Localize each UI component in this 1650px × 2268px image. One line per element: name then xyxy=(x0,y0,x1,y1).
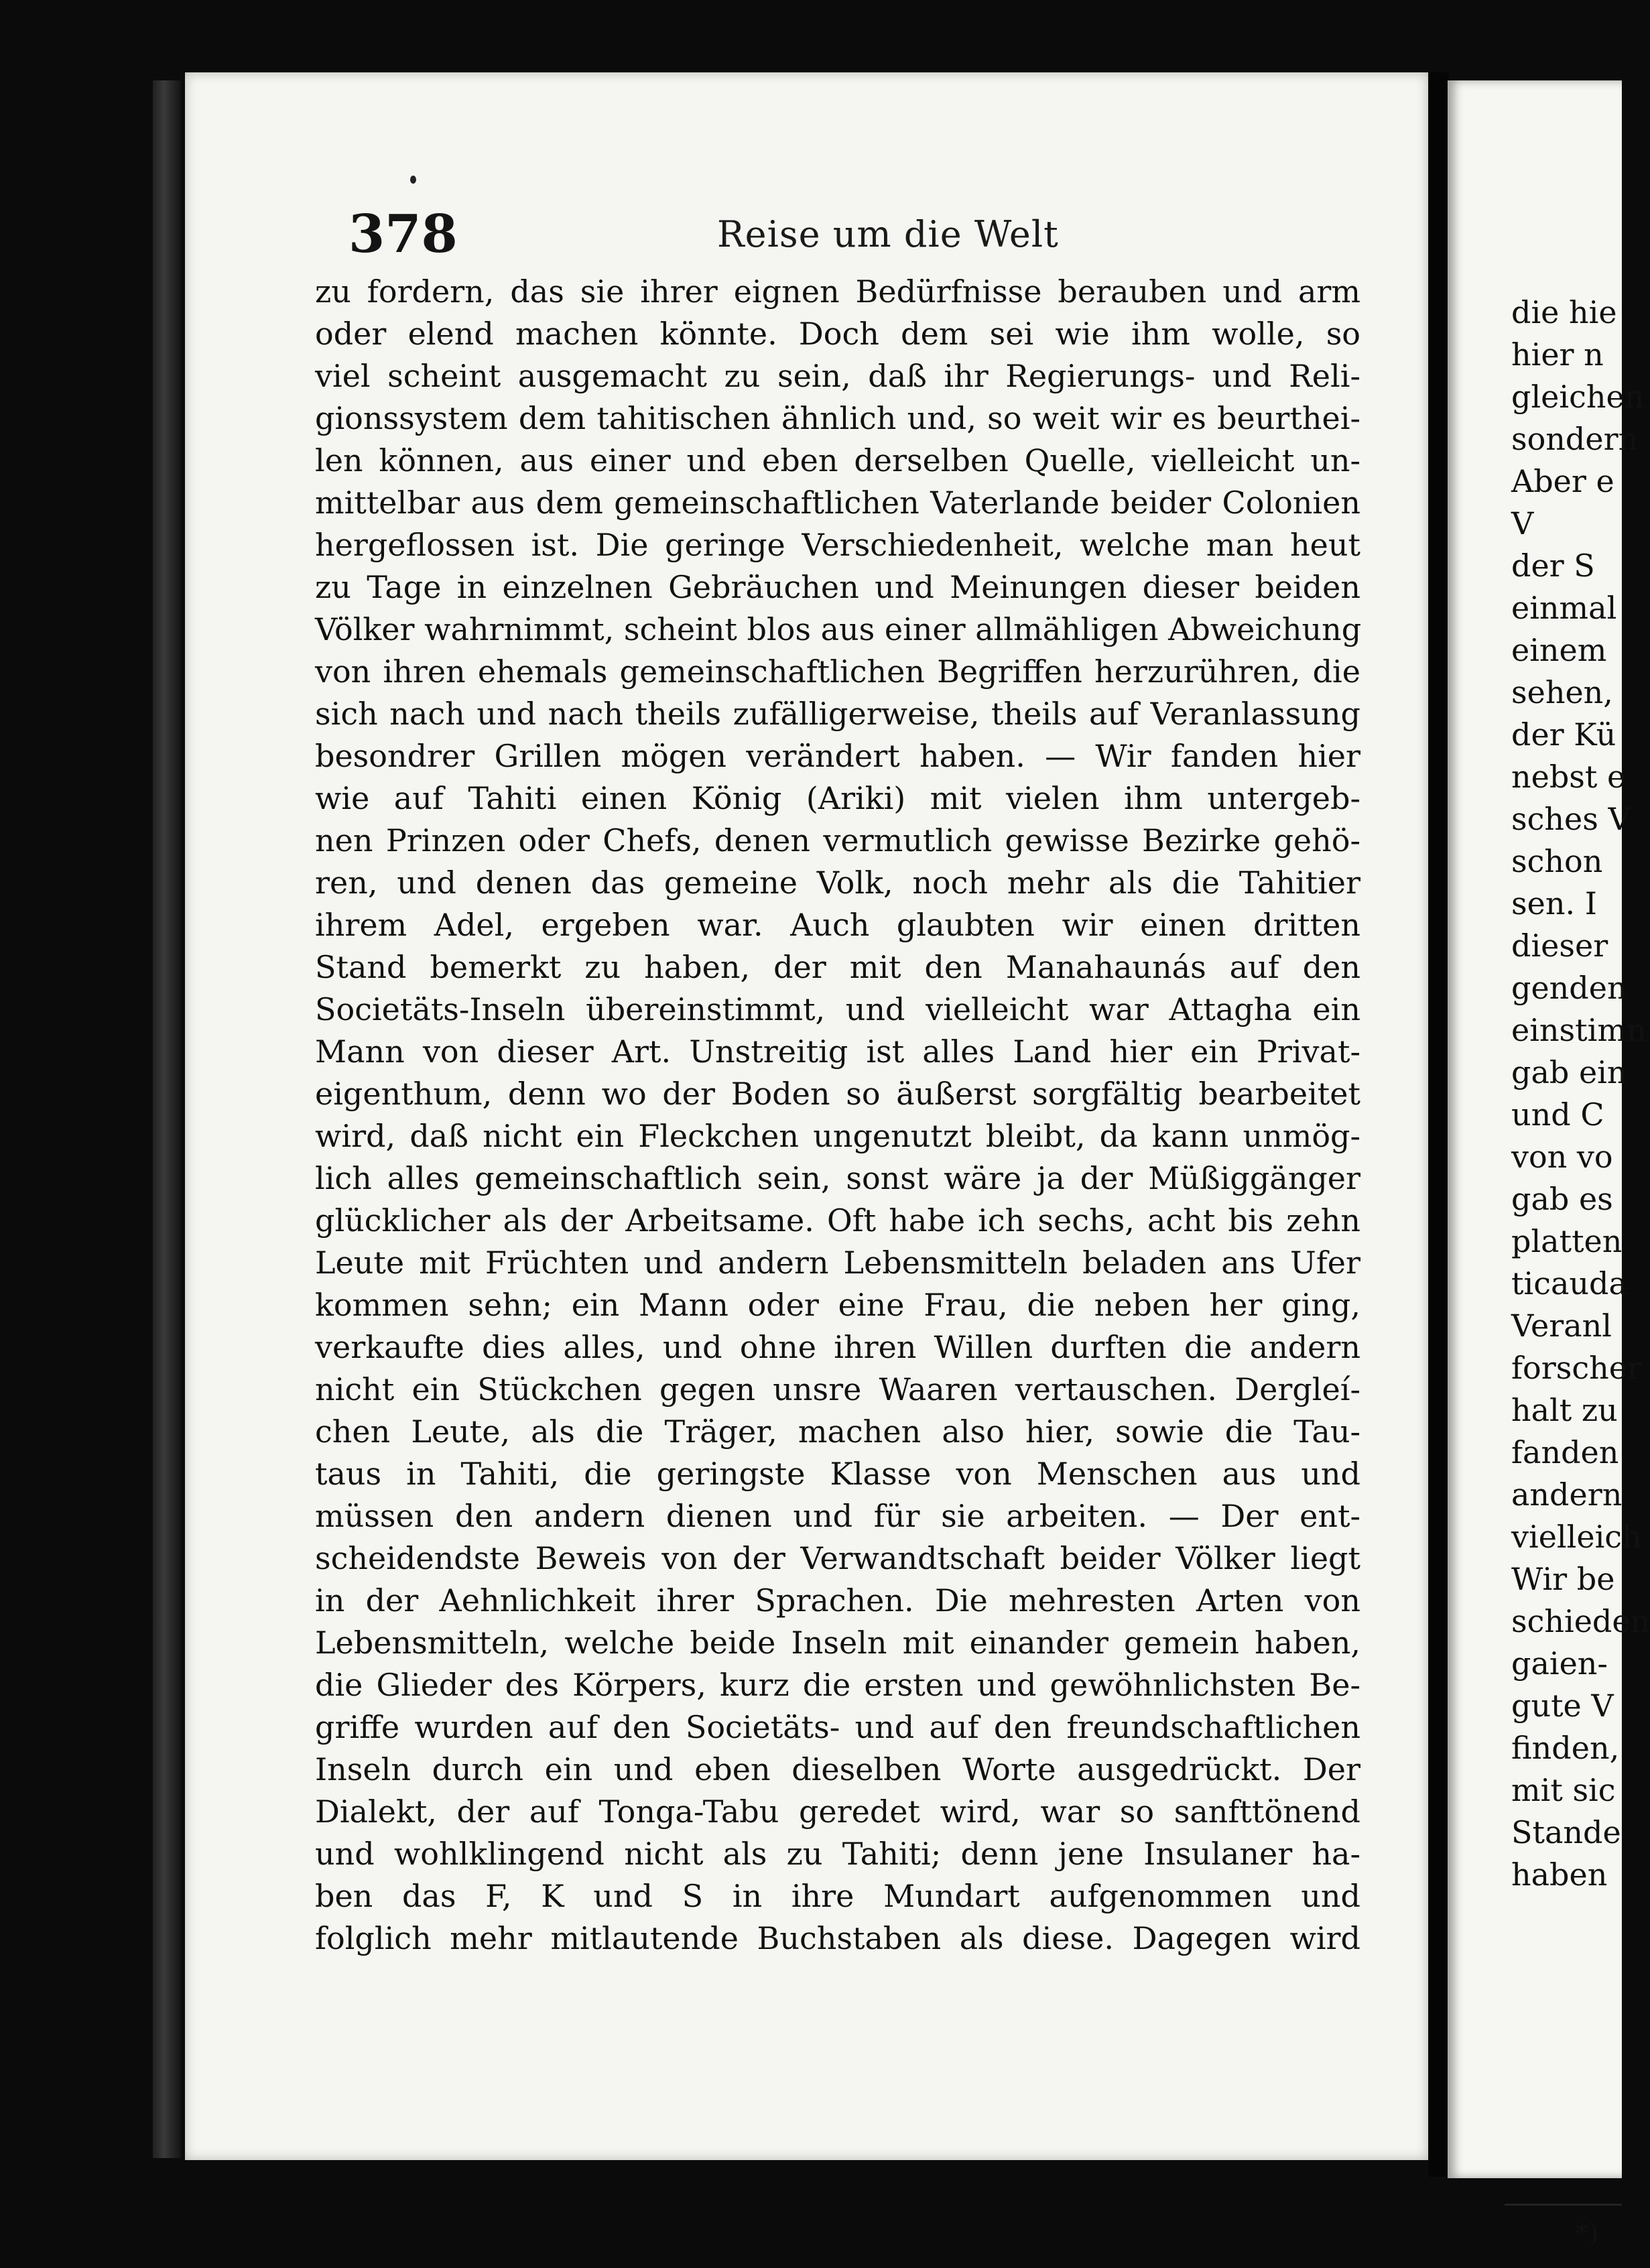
text-line: ben das F, K und S in ihre Mundart aufgenommen und xyxy=(315,1878,1360,1914)
facing-text-line: Stande xyxy=(1511,1814,1621,1850)
page-header xyxy=(348,204,1367,265)
facing-page xyxy=(1448,80,1650,2178)
facing-text-line: sehen, xyxy=(1511,674,1613,710)
facing-text-line: gab ein xyxy=(1511,1054,1627,1090)
facing-text-line: gute V xyxy=(1511,1688,1614,1724)
text-line: Völker wahrnimmt, scheint blos aus einer allmähligen Abweichung xyxy=(315,611,1362,647)
text-line: Dialekt, der auf Tonga-Tabu geredet wird, war so sanfttönend xyxy=(315,1793,1360,1830)
text-line: wird, daß nicht ein Fleckchen ungenutzt bleibt, da kann unmög- xyxy=(315,1118,1360,1154)
facing-text-line: platten xyxy=(1511,1223,1623,1259)
text-line: nen Prinzen oder Chefs, denen vermutlich gewisse Bezirke gehö- xyxy=(315,822,1360,859)
footnote-rule xyxy=(1505,2204,1622,2206)
footnote-mark: *) xyxy=(1575,2218,1599,2249)
facing-text-line: dieser xyxy=(1511,928,1608,964)
body-text xyxy=(315,271,1360,1960)
facing-text-line: vielleich xyxy=(1511,1519,1642,1555)
facing-text-line: von vo xyxy=(1511,1139,1613,1175)
text-line: Inseln durch ein und eben dieselben Worte ausgedrückt. Der xyxy=(315,1751,1360,1787)
facing-text-line: einem xyxy=(1511,632,1607,668)
facing-text-line: sches V xyxy=(1511,801,1631,837)
facing-text-line: schon xyxy=(1511,843,1603,879)
facing-text-line: einmal xyxy=(1511,590,1617,626)
book-spine-shadow xyxy=(153,80,181,2158)
facing-text-line: Wir be xyxy=(1511,1561,1615,1597)
facing-text-line: gleichen xyxy=(1511,379,1645,415)
text-line: die Glieder des Körpers, kurz die ersten und gewöhnlichsten Be- xyxy=(315,1667,1360,1703)
page-gutter xyxy=(1429,72,1449,2177)
facing-text-line: Aber e xyxy=(1511,463,1614,499)
facing-text-line: genden xyxy=(1511,970,1627,1006)
facing-text-line: forscher xyxy=(1511,1350,1642,1386)
facing-text-line: einstimn xyxy=(1511,1012,1647,1048)
text-line: in der Aehnlichkeit ihrer Sprachen. Die mehresten Arten von xyxy=(315,1582,1360,1619)
facing-text-line: sondern xyxy=(1511,421,1639,457)
text-line: scheidendste Beweis von der Verwandtschaft beider Völker liegt xyxy=(315,1540,1360,1576)
facing-page-text xyxy=(1511,292,1650,1896)
text-line: zu fordern, das sie ihrer eignen Bedürfnisse berauben und arm xyxy=(315,273,1360,310)
text-line: lich alles gemeinschaftlich sein, sonst wäre ja der Müßiggänger xyxy=(315,1160,1360,1196)
facing-text-line: gab es xyxy=(1511,1181,1613,1217)
text-line: kommen sehn; ein Mann oder eine Frau, die neben her ging, xyxy=(315,1287,1360,1323)
text-line: oder elend machen könnte. Doch dem sei wie ihm wolle, so xyxy=(315,316,1360,352)
text-line: und wohlklingend nicht als zu Tahiti; denn jene Insulaner ha- xyxy=(315,1836,1360,1872)
running-title: Reise um die Welt xyxy=(717,213,1059,255)
facing-text-line: der S xyxy=(1511,548,1595,584)
text-line: ren, und denen das gemeine Volk, noch mehr als die Tahitier xyxy=(315,865,1360,901)
facing-text-line: nebst e xyxy=(1511,759,1626,795)
facing-text-line: die hie xyxy=(1511,294,1617,330)
text-line: zu Tage in einzelnen Gebräuchen und Meinungen dieser beiden xyxy=(315,569,1360,605)
facing-text-line: halt zu xyxy=(1511,1392,1618,1428)
facing-text-line: Veranl xyxy=(1511,1308,1612,1344)
text-line: ihrem Adel, ergeben war. Auch glaubten wir einen dritten xyxy=(315,907,1360,943)
text-line: taus in Tahiti, die geringste Klasse von Menschen aus und xyxy=(315,1456,1360,1492)
facing-text-line: andern xyxy=(1511,1476,1623,1513)
facing-text-line: hier n xyxy=(1511,336,1604,373)
facing-text-line: sen. I xyxy=(1511,885,1597,922)
page-number: 378 xyxy=(348,204,458,265)
text-line: hergeflossen ist. Die geringe Verschiedenheit, welche man heut xyxy=(315,527,1360,563)
text-line: sich nach und nach theils zufälligerweise, theils auf Veranlassung xyxy=(315,696,1360,732)
text-line: besondrer Grillen mögen verändert haben. — Wir fanden hier xyxy=(315,738,1360,774)
text-line: wie auf Tahiti einen König (Ariki) mit vielen ihm untergeb- xyxy=(315,780,1360,816)
text-line: Lebensmitteln, welche beide Inseln mit einander gemein haben, xyxy=(315,1625,1360,1661)
text-line: mittelbar aus dem gemeinschaftlichen Vaterlande beider Colonien xyxy=(315,485,1360,521)
text-line: Stand bemerkt zu haben, der mit den Manahaunás auf den xyxy=(315,949,1360,985)
text-line: glücklicher als der Arbeitsame. Oft habe ich sechs, acht bis zehn xyxy=(315,1202,1360,1239)
facing-text-line: schieden xyxy=(1511,1603,1650,1639)
text-line: müssen den andern dienen und für sie arbeiten. — Der ent- xyxy=(315,1498,1360,1534)
text-line: chen Leute, als die Träger, machen also hier, sowie die Tau- xyxy=(315,1413,1360,1450)
text-line: Mann von dieser Art. Unstreitig ist alles Land hier ein Privat- xyxy=(315,1033,1360,1070)
text-line: eigenthum, denn wo der Boden so äußerst sorgfältig bearbeitet xyxy=(315,1076,1360,1112)
text-line: von ihren ehemals gemeinschaftlichen Begriffen herzurühren, die xyxy=(315,653,1360,690)
text-line: verkaufte dies alles, und ohne ihren Willen durften die andern xyxy=(315,1329,1360,1365)
facing-text-line: V xyxy=(1511,505,1534,542)
text-line: viel scheint ausgemacht zu sein, daß ihr Regierungs- und Reli- xyxy=(315,358,1360,394)
facing-text-line: finden, xyxy=(1511,1730,1620,1766)
text-line: Societäts-Inseln übereinstimmt, und vielleicht war Attagha ein xyxy=(315,991,1360,1027)
text-line: folglich mehr mitlautende Buchstaben als diese. Dagegen wird xyxy=(315,1920,1360,1956)
ink-dot xyxy=(410,176,416,184)
facing-text-line: gaien- xyxy=(1511,1645,1608,1682)
text-line: nicht ein Stückchen gegen unsre Waaren vertauschen. Dergleí- xyxy=(315,1371,1360,1407)
text-line: gionssystem dem tahitischen ähnlich und, so weit wir es beurthei- xyxy=(315,400,1360,436)
text-line: len können, aus einer und eben derselben Quelle, vielleicht un- xyxy=(315,442,1360,479)
facing-text-line: und C xyxy=(1511,1096,1604,1133)
facing-text-line: haben xyxy=(1511,1856,1608,1893)
facing-text-line: fanden xyxy=(1511,1434,1619,1470)
facing-text-line: ticauda xyxy=(1511,1265,1627,1302)
text-line: griffe wurden auf den Societäts- und auf den freundschaftlichen xyxy=(315,1709,1360,1745)
facing-text-line: mit sic xyxy=(1511,1772,1616,1808)
text-line: Leute mit Früchten und andern Lebensmitteln beladen ans Ufer xyxy=(315,1245,1360,1281)
facing-text-line: der Kü xyxy=(1511,716,1616,753)
